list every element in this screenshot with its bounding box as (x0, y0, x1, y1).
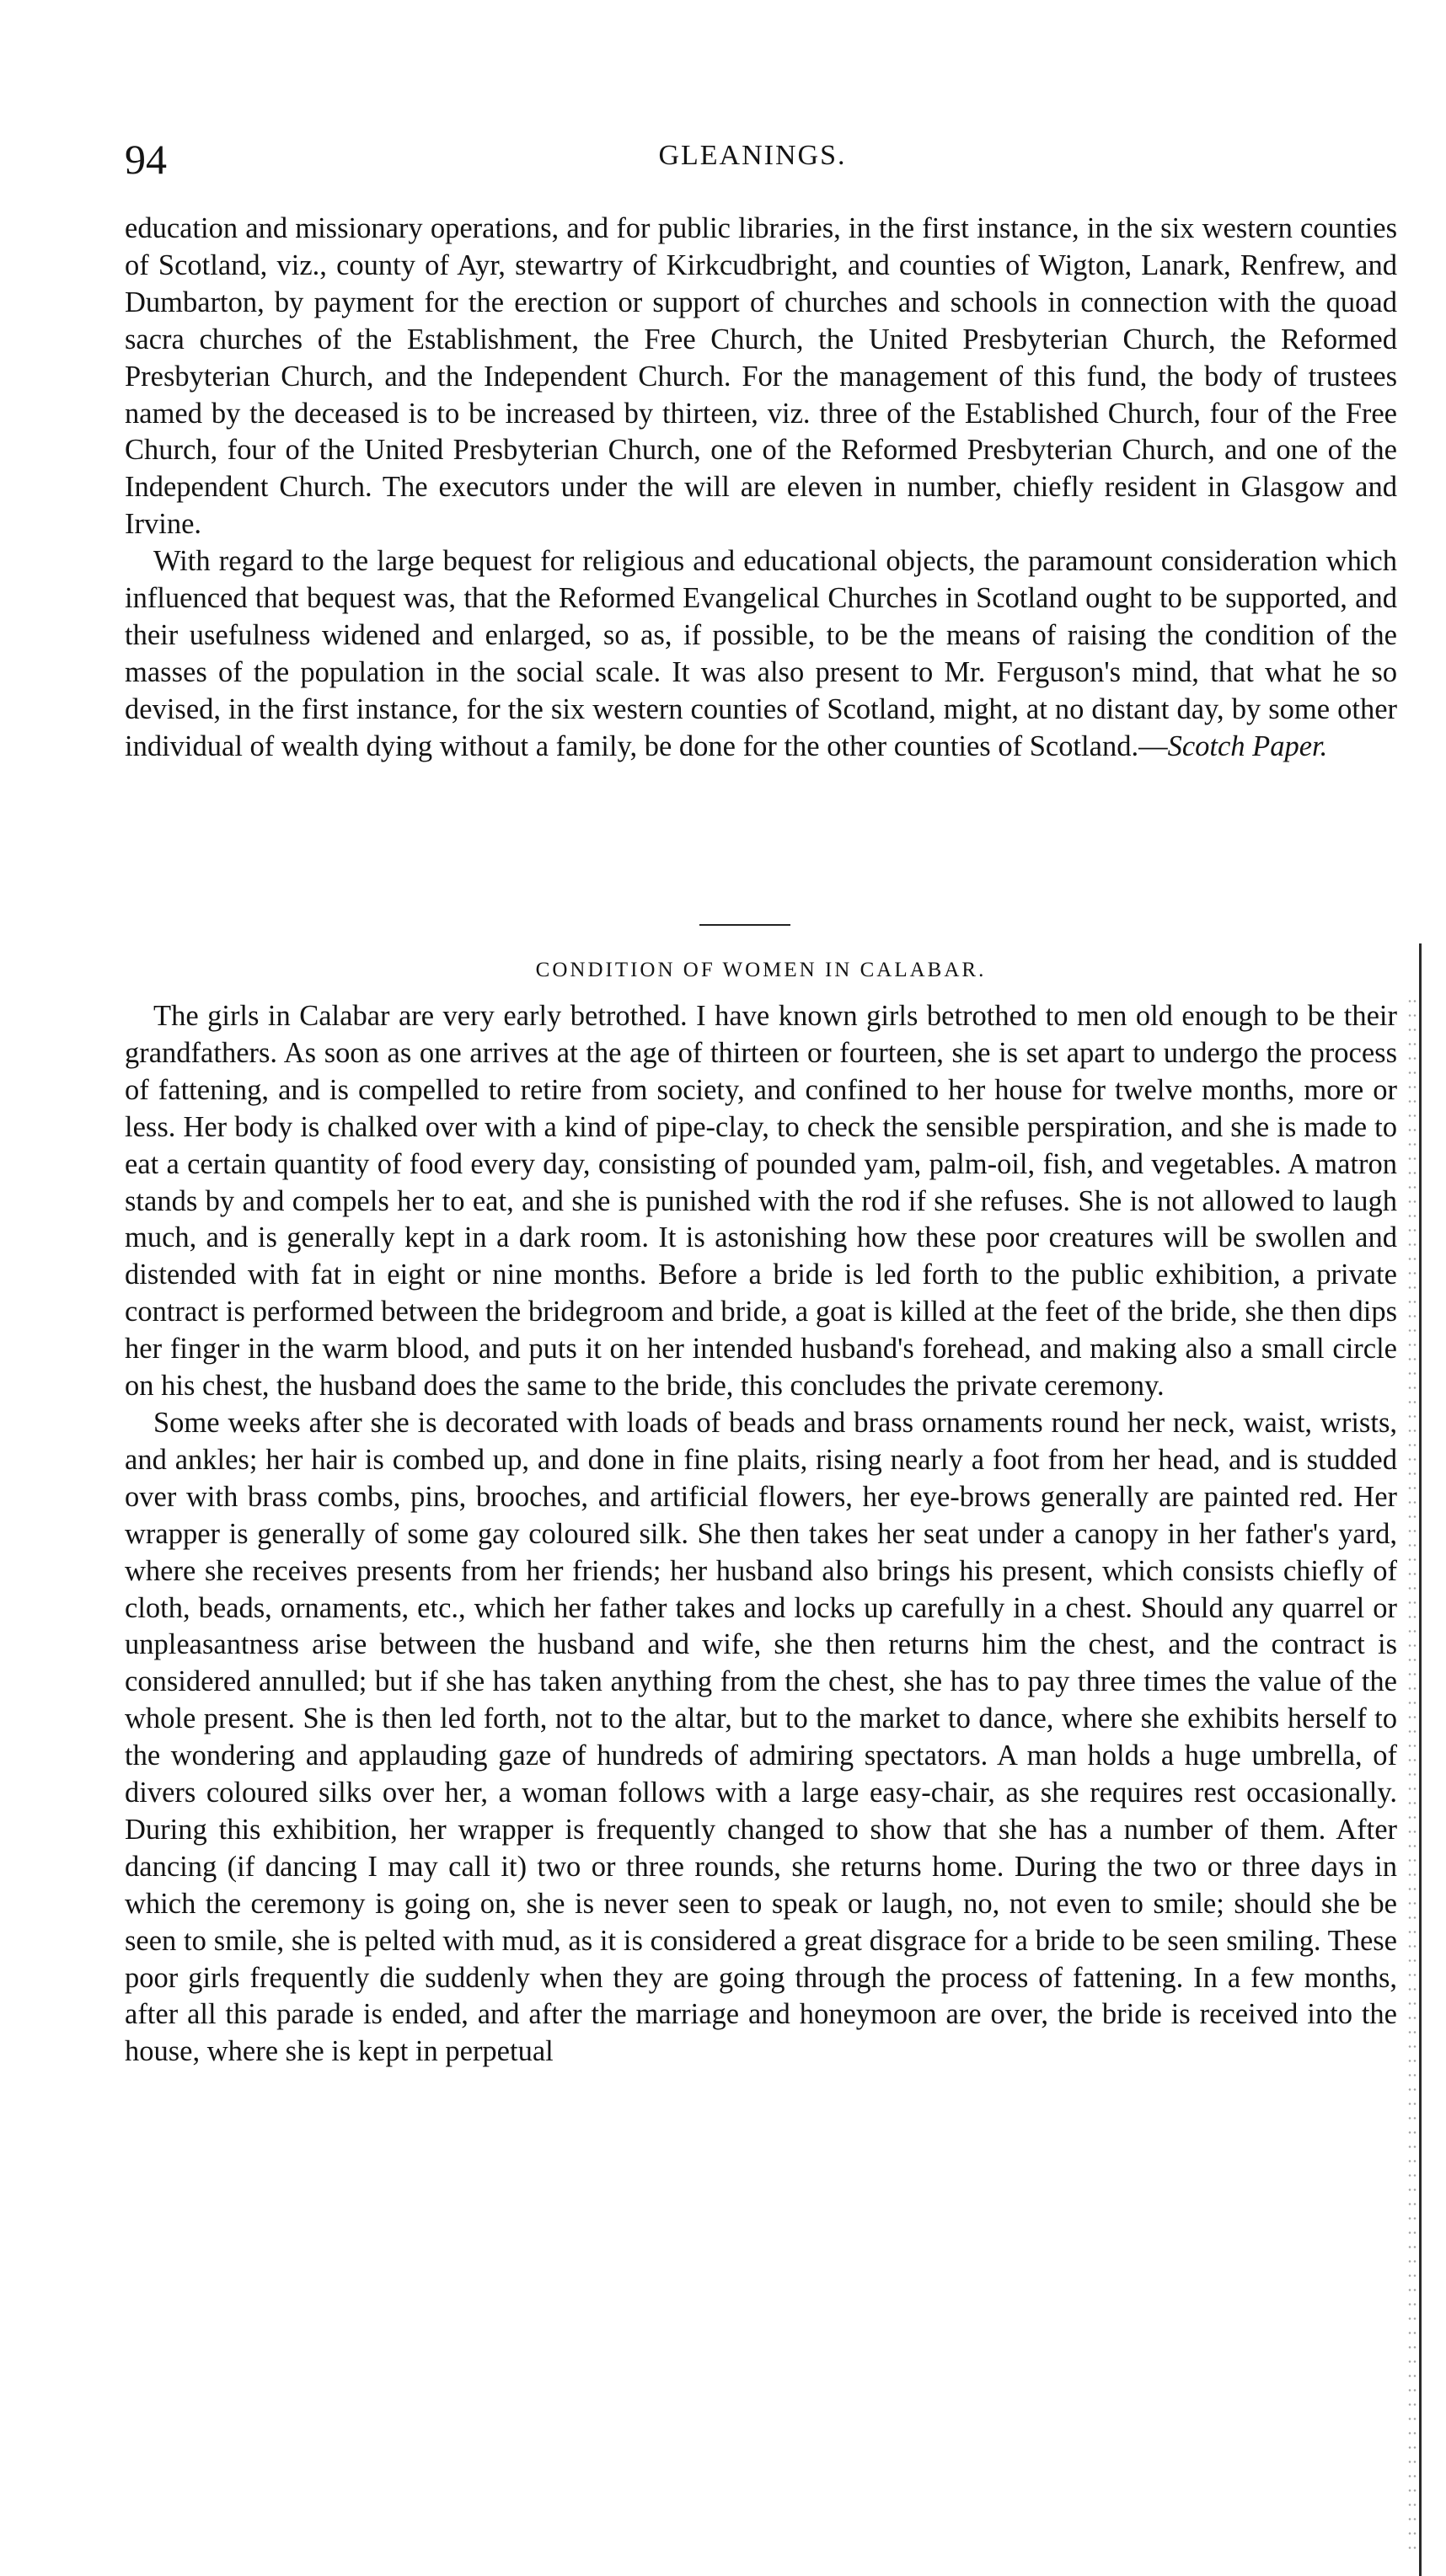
paragraph-bequest-objects (125, 543, 1397, 765)
running-title: GLEANINGS. (658, 140, 847, 171)
paragraph-calabar-betrothal: The girls in Calabar are very early betrothed. I have known girls betrothed to men old enough to be their grandfathers. As soon as one arrives at the age of thirteen or fourteen, she is set apart to undergo the process of fattening, and is compelled to retire from society, and confined to her house for twelve months, more or less. Her body is chalked over with a kind of pipe-clay, to check the sensible perspiration, and she is made to eat a certain quantity of food every day, consisting of pounded yam, palm-oil, fish, and vegetables. A matron stands by and compels her to eat, and she is punished with the rod if she refuses. She is not allowed to laugh much, and is generally kept in a dark room. It is astonishing how these poor creatures will be swollen and distended with fat in eight or nine months. Before a bride is led forth to the public exhibition, a private contract is performed between the bridegroom and bride, a goat is killed at the feet of the bride, she then dips her finger in the warm blood, and puts it on her intended husband's forehead, and making also a small circle on his chest, the husband does the same to the bride, this concludes the private ceremony. (125, 1000, 1397, 1403)
section-divider (699, 924, 790, 926)
paragraph-calabar-ceremony: Some weeks after she is decorated with loads of beads and brass ornaments round her neck, waist, wrists, and ankles; her hair is combed up, and done in fine plaits, rising nearly a foot from her head, and is studded over with brass combs, pins, brooches, and artificial flowers, her eye-brows generally are painted red. Her wrapper is generally of some gay coloured silk. She then takes her seat under a canopy in her father's yard, where she receives presents from her friends; her husband also brings his present, which consists chiefly of cloth, beads, ornaments, etc., which her father takes and locks up carefully in a chest. Should any quarrel or unpleasantness arise between the husband and wife, she then returns him the chest, and the contract is considered annulled; but if she has taken anything from the chest, she has to pay three times the value of the whole present. She is then led forth, not to the altar, but to the market to dance, where she exhibits herself to the wondering and applauding gaze of hundreds of admiring spectators. A man holds a huge umbrella, of divers coloured silks over her, a woman follows with a large easy-chair, as she requires rest occasionally. During this exhibition, her wrapper is frequently changed to show that she has a number of them. After dancing (if dancing I may call it) two or three rounds, she returns home. During the two or three days in which the ceremony is going on, she is never seen to speak or laugh, no, not even to smile; should she be seen to smile, she is pelted with mud, as it is considered a great disgrace for a bride to be seen smiling. These poor girls frequently die suddenly when they are going through the process of fattening. In a few months, after all this parade is ended, and after the marriage and honeymoon are over, the bride is received into the house, where she is kept in perpetual (125, 1406, 1397, 2068)
binding-gutter-speckle (1407, 994, 1417, 2561)
paragraph-bequest-objects-text: With regard to the large bequest for religious and educational objects, the paramount consideration which influenced that bequest was, that the Reformed Evangelical Churches in Scotland ought to be supported, and their usefulness widened and enlarged, so as, if possible, to be the means of raising the condition of the masses of the population in the social scale. It was also present to Mr. Ferguson's mind, that what he so devised, in the first instance, for the six western counties of Scotland, might, at no distant day, by some other individual of wealth dying without a family, be done for the other counties of Scotland.— (125, 545, 1397, 762)
article-bequest (125, 211, 1397, 766)
paragraph-bequest-continued: education and missionary operations, and for public libraries, in the first instance, in the six western counties of Scotland, viz., county of Ayr, stewartry of Kirkcudbright, and counties of Wigton, Lanark, Renfrew, and Dumbarton, by payment for the erection or support of churches and schools in connection with the quoad sacra churches of the Establishment, the Free Church, the United Presbyterian Church, the Reformed Presbyterian Church, and the Independent Church. For the management of this fund, the body of trustees named by the deceased is to be increased by thirteen, viz. three of the Established Church, four of the Free Church, four of the United Presbyterian Church, one of the Reformed Presbyterian Church, and one of the Independent Church. The executors under the will are eleven in number, chiefly resident in Glasgow and Irvine. (125, 212, 1397, 541)
source-credit: Scotch Paper. (1167, 730, 1328, 762)
article-calabar (125, 998, 1397, 2071)
section-heading: CONDITION OF WOMEN IN CALABAR. (535, 959, 987, 981)
binding-gutter-edge (1419, 943, 1422, 2576)
page-number: 94 (125, 136, 167, 183)
running-head (125, 126, 1380, 194)
